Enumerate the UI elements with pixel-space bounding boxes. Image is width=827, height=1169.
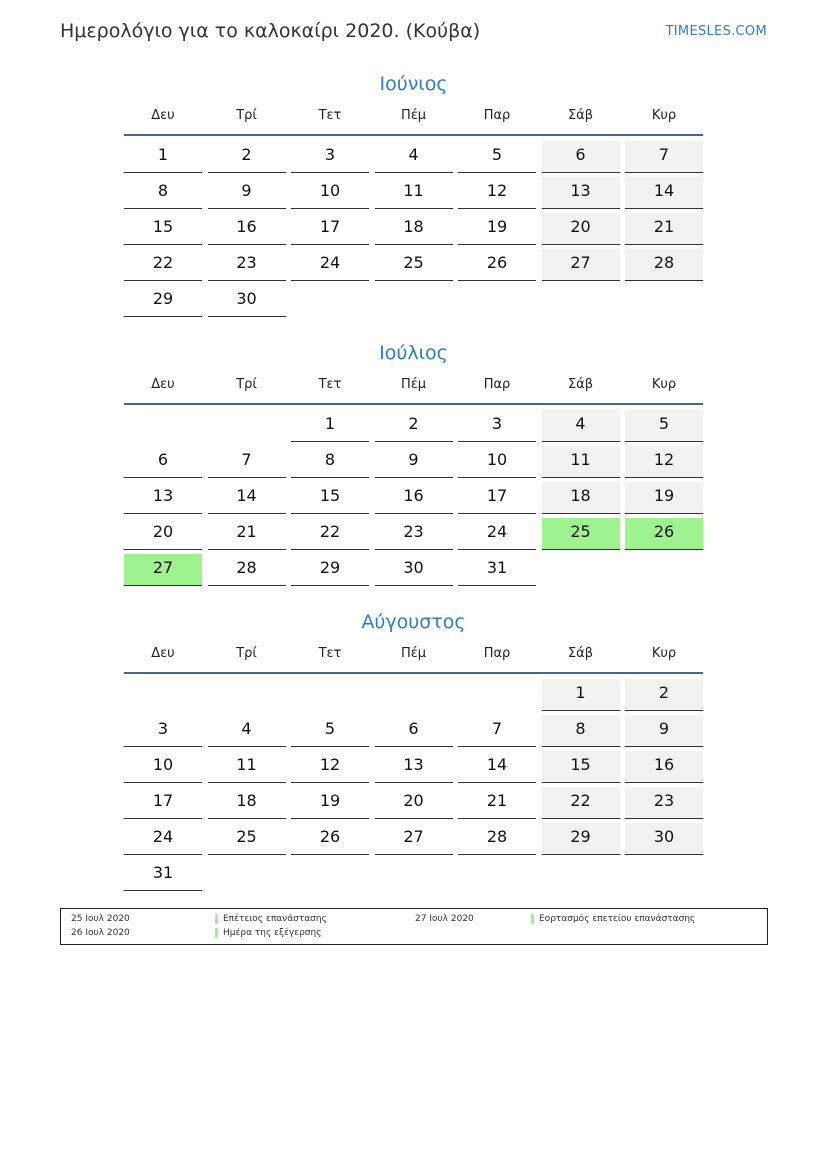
weekday-label: Παρ bbox=[483, 108, 511, 123]
day-cell[interactable]: 27 bbox=[542, 249, 620, 281]
day-cell[interactable]: 6 bbox=[124, 446, 202, 478]
day-cell[interactable]: 1 bbox=[542, 679, 620, 711]
day-cell[interactable]: 8 bbox=[542, 715, 620, 747]
day-cell[interactable]: 23 bbox=[208, 249, 286, 281]
day-cell[interactable]: 16 bbox=[625, 751, 703, 783]
holiday-day-cell[interactable]: 25 bbox=[542, 518, 620, 550]
legend-holiday-label: Εορτασμός επετείου επανάστασης bbox=[539, 914, 696, 924]
day-cell[interactable]: 12 bbox=[291, 751, 369, 783]
day-cell[interactable]: 15 bbox=[542, 751, 620, 783]
day-grid bbox=[124, 138, 703, 318]
holiday-day-cell[interactable]: 27 bbox=[124, 554, 202, 586]
day-cell[interactable]: 28 bbox=[625, 249, 703, 281]
month-calendar bbox=[124, 339, 703, 587]
day-cell[interactable]: 9 bbox=[208, 177, 286, 209]
weekday-label: Κυρ bbox=[651, 108, 677, 123]
day-cell[interactable]: 17 bbox=[291, 213, 369, 245]
day-cell[interactable]: 18 bbox=[542, 482, 620, 514]
day-cell[interactable]: 25 bbox=[208, 823, 286, 855]
day-cell[interactable]: 6 bbox=[542, 141, 620, 173]
empty-day-cell bbox=[124, 410, 202, 442]
legend-date: 27 Ιουλ 2020 bbox=[415, 914, 474, 924]
day-cell[interactable]: 7 bbox=[625, 141, 703, 173]
day-cell[interactable]: 19 bbox=[291, 787, 369, 819]
day-cell[interactable]: 29 bbox=[124, 285, 202, 317]
day-cell[interactable]: 24 bbox=[291, 249, 369, 281]
day-cell[interactable]: 24 bbox=[124, 823, 202, 855]
empty-day-cell bbox=[291, 679, 369, 711]
day-cell[interactable]: 30 bbox=[625, 823, 703, 855]
day-cell[interactable]: 16 bbox=[375, 482, 453, 514]
weekday-label: Παρ bbox=[483, 646, 511, 661]
day-cell[interactable]: 14 bbox=[208, 482, 286, 514]
weekday-label: Δευ bbox=[151, 377, 175, 392]
day-cell[interactable]: 23 bbox=[375, 518, 453, 550]
day-cell[interactable]: 14 bbox=[458, 751, 536, 783]
day-cell[interactable]: 15 bbox=[124, 213, 202, 245]
day-cell[interactable]: 14 bbox=[625, 177, 703, 209]
day-grid bbox=[124, 407, 703, 587]
day-cell[interactable]: 2 bbox=[208, 141, 286, 173]
day-cell[interactable]: 18 bbox=[375, 213, 453, 245]
empty-day-cell bbox=[458, 679, 536, 711]
day-cell[interactable]: 8 bbox=[124, 177, 202, 209]
empty-day-cell bbox=[208, 679, 286, 711]
weekday-label: Τετ bbox=[318, 108, 342, 123]
day-cell[interactable]: 26 bbox=[458, 249, 536, 281]
weekday-label: Πέμ bbox=[400, 646, 427, 661]
day-cell[interactable]: 5 bbox=[291, 715, 369, 747]
day-cell[interactable]: 3 bbox=[291, 141, 369, 173]
holiday-color-mark bbox=[531, 914, 534, 924]
month-title: Ιούνιος bbox=[379, 73, 448, 95]
day-cell[interactable]: 10 bbox=[458, 446, 536, 478]
holiday-day-cell[interactable]: 26 bbox=[625, 518, 703, 550]
day-cell[interactable]: 12 bbox=[625, 446, 703, 478]
day-cell[interactable]: 22 bbox=[542, 787, 620, 819]
day-cell[interactable]: 30 bbox=[208, 285, 286, 317]
weekday-label: Πέμ bbox=[400, 108, 427, 123]
day-cell[interactable]: 22 bbox=[291, 518, 369, 550]
day-cell[interactable]: 11 bbox=[375, 177, 453, 209]
month-calendar bbox=[124, 70, 703, 318]
day-cell[interactable]: 9 bbox=[375, 446, 453, 478]
brand-link[interactable]: TIMESLES.COM bbox=[665, 24, 767, 39]
month-title: Αύγουστος bbox=[361, 611, 466, 633]
weekday-label: Παρ bbox=[483, 377, 511, 392]
day-cell[interactable]: 30 bbox=[375, 554, 453, 586]
day-cell[interactable]: 1 bbox=[124, 141, 202, 173]
legend-date: 26 Ιουλ 2020 bbox=[71, 928, 130, 938]
empty-day-cell bbox=[375, 679, 453, 711]
legend-holiday-name bbox=[215, 913, 327, 925]
day-cell[interactable]: 26 bbox=[291, 823, 369, 855]
day-cell[interactable]: 24 bbox=[458, 518, 536, 550]
day-cell[interactable]: 3 bbox=[124, 715, 202, 747]
day-cell[interactable]: 19 bbox=[458, 213, 536, 245]
month-calendar bbox=[124, 608, 703, 892]
day-cell[interactable]: 13 bbox=[542, 177, 620, 209]
weekday-label: Τρί bbox=[236, 108, 257, 123]
day-cell[interactable]: 3 bbox=[458, 410, 536, 442]
weekday-label: Κυρ bbox=[651, 646, 677, 661]
day-cell[interactable]: 2 bbox=[375, 410, 453, 442]
weekday-label: Δευ bbox=[151, 108, 175, 123]
weekday-label: Τρί bbox=[236, 377, 257, 392]
day-cell[interactable]: 21 bbox=[625, 213, 703, 245]
day-cell[interactable]: 16 bbox=[208, 213, 286, 245]
day-cell[interactable]: 12 bbox=[458, 177, 536, 209]
weekday-header-row bbox=[124, 373, 703, 405]
weekday-label: Τετ bbox=[318, 646, 342, 661]
day-cell[interactable]: 7 bbox=[208, 446, 286, 478]
legend-holiday-label: Επέτειος επανάστασης bbox=[223, 914, 327, 924]
day-cell[interactable]: 21 bbox=[458, 787, 536, 819]
day-cell[interactable]: 20 bbox=[375, 787, 453, 819]
legend-holiday-label: Ημέρα της εξέγερσης bbox=[223, 928, 322, 938]
day-cell[interactable]: 4 bbox=[542, 410, 620, 442]
day-cell[interactable]: 4 bbox=[208, 715, 286, 747]
day-cell[interactable]: 11 bbox=[542, 446, 620, 478]
day-cell[interactable]: 20 bbox=[124, 518, 202, 550]
weekday-header-row bbox=[124, 642, 703, 674]
day-cell[interactable]: 2 bbox=[625, 679, 703, 711]
day-cell[interactable]: 18 bbox=[208, 787, 286, 819]
day-cell[interactable]: 6 bbox=[375, 715, 453, 747]
day-cell[interactable]: 31 bbox=[458, 554, 536, 586]
day-cell[interactable]: 10 bbox=[124, 751, 202, 783]
weekday-label: Πέμ bbox=[400, 377, 427, 392]
month-title: Ιούλιος bbox=[379, 342, 448, 364]
day-cell[interactable]: 27 bbox=[375, 823, 453, 855]
weekday-label: Τετ bbox=[318, 377, 342, 392]
weekday-label: Σάβ bbox=[567, 108, 594, 123]
day-grid bbox=[124, 676, 703, 892]
day-cell[interactable]: 13 bbox=[375, 751, 453, 783]
day-cell[interactable]: 20 bbox=[542, 213, 620, 245]
day-cell[interactable]: 4 bbox=[375, 141, 453, 173]
legend-date: 25 Ιουλ 2020 bbox=[71, 914, 130, 924]
weekday-label: Τρί bbox=[236, 646, 257, 661]
empty-day-cell bbox=[124, 679, 202, 711]
day-cell[interactable]: 29 bbox=[542, 823, 620, 855]
day-cell[interactable]: 13 bbox=[124, 482, 202, 514]
weekday-label: Σάβ bbox=[567, 377, 594, 392]
holiday-legend bbox=[60, 908, 768, 945]
page-title: Ημερολόγιο για το καλοκαίρι 2020. (Κούβα) bbox=[60, 20, 481, 42]
day-cell[interactable]: 23 bbox=[625, 787, 703, 819]
day-cell[interactable]: 10 bbox=[291, 177, 369, 209]
day-cell[interactable]: 21 bbox=[208, 518, 286, 550]
day-cell[interactable]: 1 bbox=[291, 410, 369, 442]
day-cell[interactable]: 7 bbox=[458, 715, 536, 747]
day-cell[interactable]: 5 bbox=[458, 141, 536, 173]
day-cell[interactable]: 15 bbox=[291, 482, 369, 514]
weekday-label: Σάβ bbox=[567, 646, 594, 661]
weekday-label: Δευ bbox=[151, 646, 175, 661]
day-cell[interactable]: 31 bbox=[124, 859, 202, 891]
day-cell[interactable]: 25 bbox=[375, 249, 453, 281]
weekday-header-row bbox=[124, 104, 703, 136]
day-cell[interactable]: 17 bbox=[124, 787, 202, 819]
day-cell[interactable]: 22 bbox=[124, 249, 202, 281]
holiday-color-mark bbox=[215, 914, 218, 924]
day-cell[interactable]: 17 bbox=[458, 482, 536, 514]
legend-holiday-name bbox=[531, 913, 695, 925]
day-cell[interactable]: 8 bbox=[291, 446, 369, 478]
day-cell[interactable]: 5 bbox=[625, 410, 703, 442]
weekday-label: Κυρ bbox=[651, 377, 677, 392]
day-cell[interactable]: 9 bbox=[625, 715, 703, 747]
empty-day-cell bbox=[208, 410, 286, 442]
day-cell[interactable]: 19 bbox=[625, 482, 703, 514]
day-cell[interactable]: 28 bbox=[208, 554, 286, 586]
holiday-color-mark bbox=[215, 928, 218, 938]
day-cell[interactable]: 28 bbox=[458, 823, 536, 855]
day-cell[interactable]: 11 bbox=[208, 751, 286, 783]
legend-holiday-name bbox=[215, 927, 321, 939]
day-cell[interactable]: 29 bbox=[291, 554, 369, 586]
